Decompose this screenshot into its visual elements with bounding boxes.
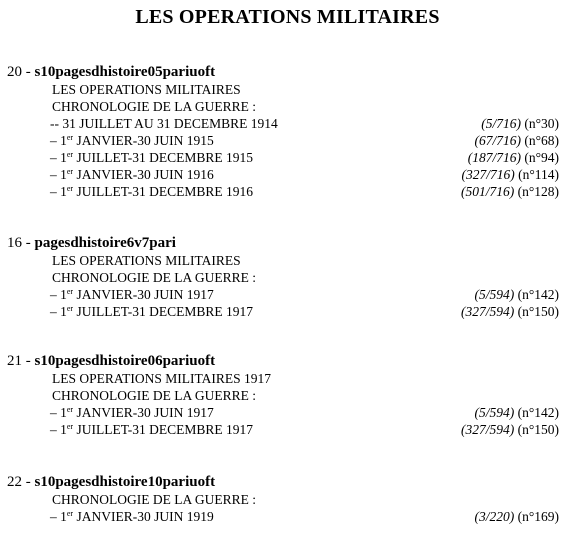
chronology-entry xyxy=(0,287,575,303)
entry-text: JUILLET-31 DECEMBRE 1917 xyxy=(76,304,253,319)
ordinal-suffix: er xyxy=(66,405,74,414)
entry-label xyxy=(50,116,278,132)
entry-label: – 1er JANVIER-30 JUIN 1917 xyxy=(50,405,214,420)
entry-dash: – xyxy=(50,150,57,165)
chronology-entry xyxy=(0,133,575,149)
entry-dash: – xyxy=(50,405,57,420)
section-number: 16 - xyxy=(7,235,31,251)
entry-label: – 1er JUILLET-31 DECEMBRE 1917 xyxy=(50,304,253,319)
entry-dash: – xyxy=(50,133,57,148)
entry-text: JANVIER-30 JUIN 1915 xyxy=(76,133,214,148)
section-heading xyxy=(7,353,215,370)
entry-reference xyxy=(481,116,559,132)
page-ref: (3/220) xyxy=(474,509,515,524)
entry-text: JUILLET-31 DECEMBRE 1915 xyxy=(76,150,253,165)
ordinal-suffix: er xyxy=(66,304,74,313)
entry-text: JUILLET-31 DECEMBRE 1917 xyxy=(76,422,253,437)
entry-label: – 1er JANVIER-30 JUIN 1917 xyxy=(50,287,214,302)
page-ref: (5/716) xyxy=(481,116,521,131)
issue-number: (n°94) xyxy=(524,150,559,165)
entry-reference xyxy=(474,405,559,421)
page-title: LES OPERATIONS MILITAIRES xyxy=(135,6,440,28)
entry-reference xyxy=(474,133,559,149)
entry-label: – 1er JANVIER-30 JUIN 1915 xyxy=(50,133,214,148)
section-name: s10pagesdhistoire05pariuoft xyxy=(34,64,216,80)
entry-dash: -- xyxy=(50,116,59,131)
section-heading xyxy=(7,235,176,252)
entry-label: – 1er JUILLET-31 DECEMBRE 1915 xyxy=(50,150,253,165)
ordinal-suffix: er xyxy=(66,287,74,296)
section-heading xyxy=(7,474,215,491)
ordinal-suffix: er xyxy=(66,167,74,176)
section-subtitle: LES OPERATIONS MILITAIRES xyxy=(52,82,241,97)
entry-text: JANVIER-30 JUIN 1916 xyxy=(76,167,214,182)
entry-text: 31 JUILLET AU 31 DECEMBRE 1914 xyxy=(62,116,278,131)
page-ref: (327/716) xyxy=(461,167,515,182)
chronology-entry xyxy=(0,304,575,320)
issue-number: (n°114) xyxy=(518,167,559,182)
entry-dash: – xyxy=(50,304,57,319)
chronology-entry xyxy=(0,509,575,525)
entry-reference xyxy=(461,184,559,200)
entry-reference xyxy=(468,150,559,166)
ordinal-suffix: er xyxy=(66,133,74,142)
entry-label: – 1er JUILLET-31 DECEMBRE 1917 xyxy=(50,422,253,437)
section-name: s10pagesdhistoire06pariuoft xyxy=(34,353,216,369)
entry-reference xyxy=(461,304,559,320)
issue-number: (n°142) xyxy=(517,405,559,420)
issue-number: (n°150) xyxy=(517,422,559,437)
page-ref: (187/716) xyxy=(467,150,521,165)
section-subtitle: LES OPERATIONS MILITAIRES 1917 xyxy=(52,371,272,386)
page-ref: (5/594) xyxy=(474,405,515,420)
entry-label: – 1er JANVIER-30 JUIN 1916 xyxy=(50,167,214,182)
ordinal-suffix: er xyxy=(66,150,74,159)
entry-label: – 1er JUILLET-31 DECEMBRE 1916 xyxy=(50,184,253,199)
section-subtitle: CHRONOLOGIE DE LA GUERRE : xyxy=(52,388,256,403)
issue-number: (n°30) xyxy=(524,116,559,131)
entry-reference xyxy=(474,509,559,525)
entry-label: – 1er JANVIER-30 JUIN 1919 xyxy=(50,509,214,524)
section-subtitle: CHRONOLOGIE DE LA GUERRE : xyxy=(52,99,256,114)
page-ref: (67/716) xyxy=(474,133,521,148)
entry-dash: – xyxy=(50,509,57,524)
chronology-entry xyxy=(0,405,575,421)
ordinal-suffix: er xyxy=(66,422,74,431)
section-heading xyxy=(7,64,215,81)
section-number: 21 - xyxy=(7,353,31,369)
entry-reference xyxy=(461,167,559,183)
section-number: 20 - xyxy=(7,64,31,80)
section-name: pagesdhistoire6v7pari xyxy=(34,235,176,251)
entry-reference xyxy=(474,287,559,303)
issue-number: (n°68) xyxy=(524,133,559,148)
chronology-entry xyxy=(0,184,575,200)
entry-reference xyxy=(461,422,559,438)
issue-number: (n°128) xyxy=(517,184,559,199)
entry-text: JANVIER-30 JUIN 1917 xyxy=(76,405,214,420)
ordinal-suffix: er xyxy=(66,509,74,518)
page-ref: (327/594) xyxy=(460,304,515,319)
issue-number: (n°169) xyxy=(517,509,559,524)
issue-number: (n°142) xyxy=(517,287,559,302)
entry-dash: – xyxy=(50,287,57,302)
chronology-entry xyxy=(0,150,575,166)
chronology-entry xyxy=(0,116,575,132)
page-ref: (5/594) xyxy=(474,287,515,302)
section-subtitle: LES OPERATIONS MILITAIRES xyxy=(52,253,241,268)
entry-text: JANVIER-30 JUIN 1919 xyxy=(76,509,214,524)
entry-dash: – xyxy=(50,167,57,182)
ordinal-suffix: er xyxy=(66,184,74,193)
page-ref: (501/716) xyxy=(460,184,515,199)
chronology-entry xyxy=(0,167,575,183)
issue-number: (n°150) xyxy=(517,304,559,319)
section-subtitle: CHRONOLOGIE DE LA GUERRE : xyxy=(52,270,256,285)
entry-text: JUILLET-31 DECEMBRE 1916 xyxy=(76,184,253,199)
page-ref: (327/594) xyxy=(460,422,515,437)
entry-dash: – xyxy=(50,422,57,437)
section-number: 22 - xyxy=(7,474,31,490)
entry-dash: – xyxy=(50,184,57,199)
section-name: s10pagesdhistoire10pariuoft xyxy=(34,474,216,490)
entry-text: JANVIER-30 JUIN 1917 xyxy=(76,287,214,302)
chronology-entry xyxy=(0,422,575,438)
section-subtitle: CHRONOLOGIE DE LA GUERRE : xyxy=(52,492,256,507)
